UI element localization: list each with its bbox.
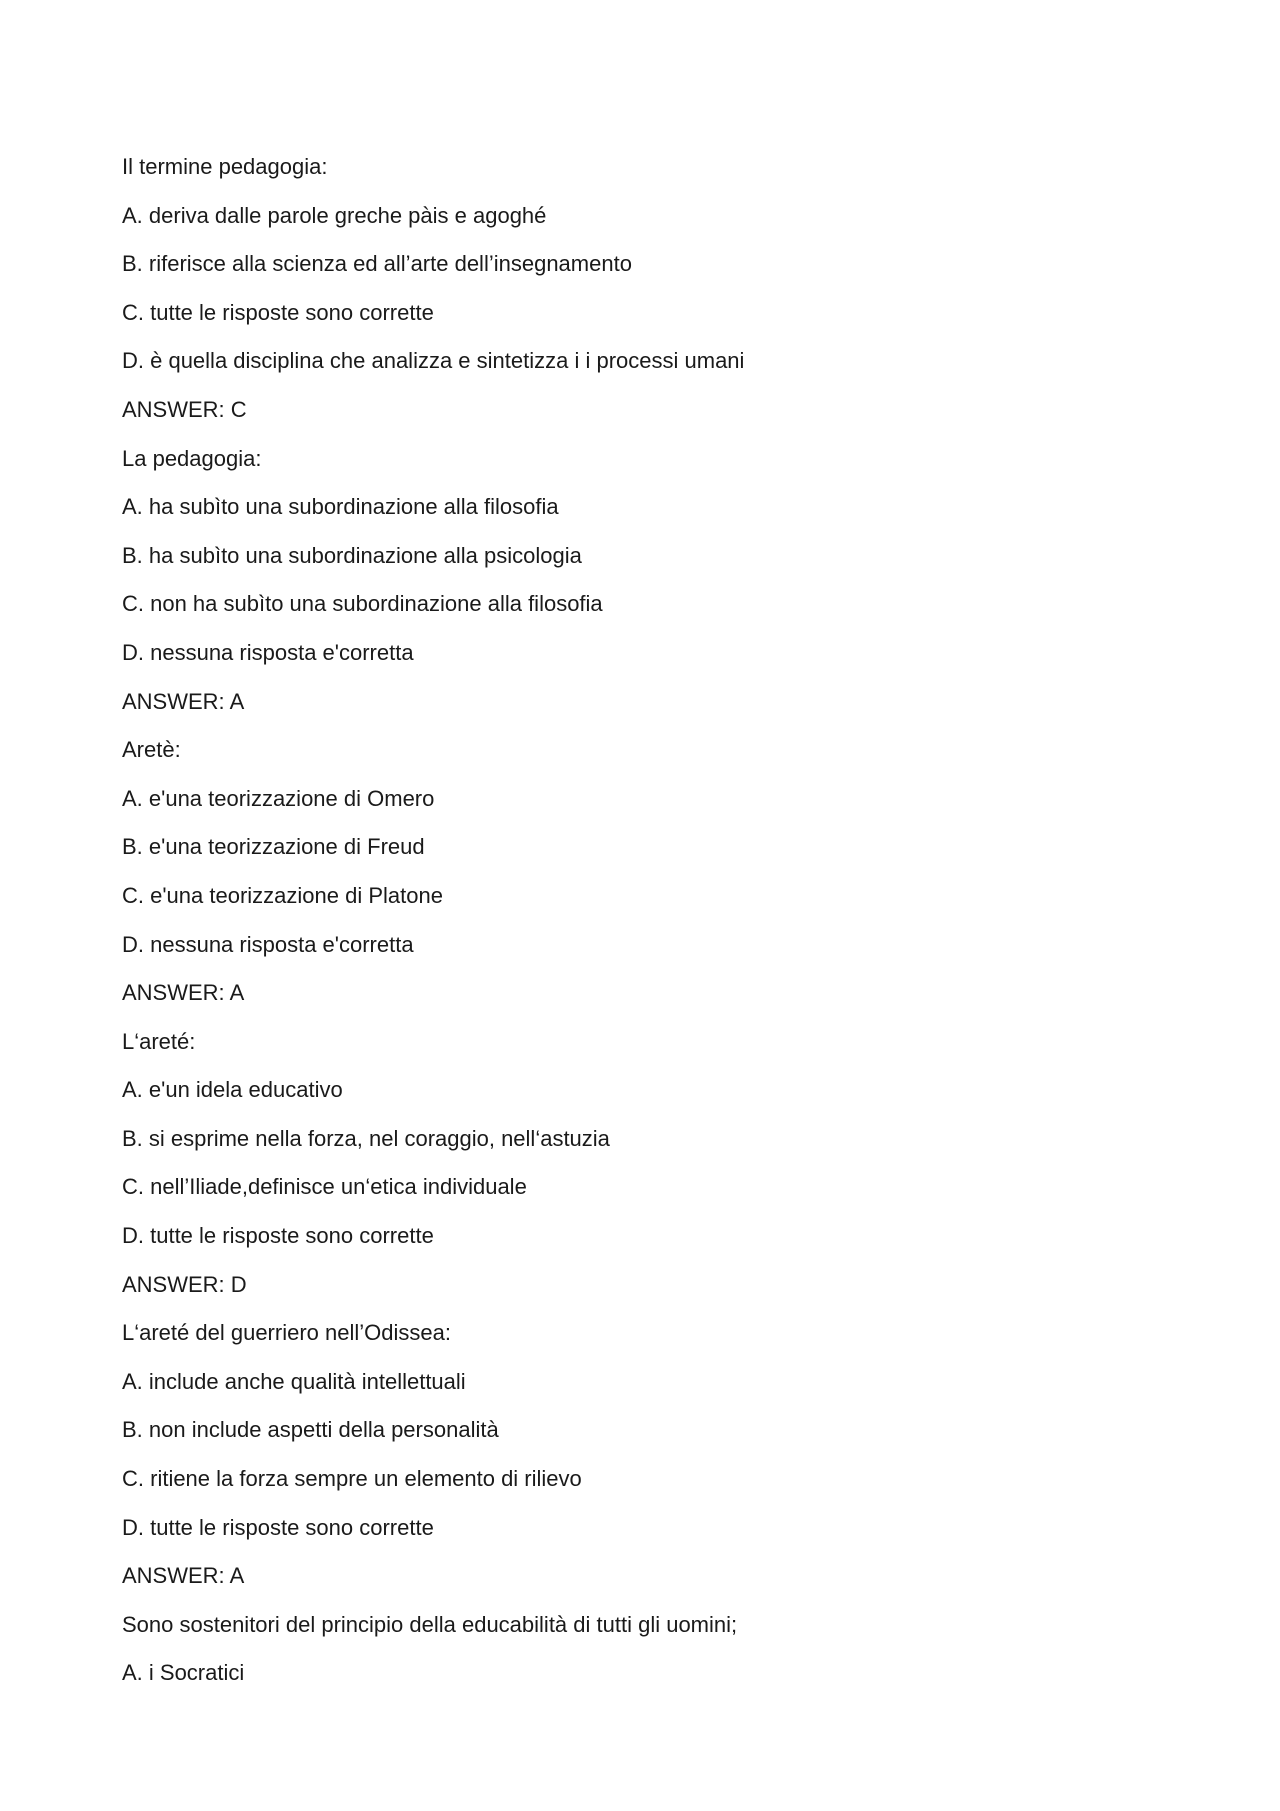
question-4-answer: ANSWER: D (122, 1271, 247, 1297)
question-1-answer: ANSWER: C (122, 396, 247, 422)
question-1-text: Il termine pedagogia: (122, 154, 328, 179)
question-2-text: La pedagogia: (122, 445, 262, 471)
question-5-option-d: D. tutte le risposte sono corrette (122, 1514, 434, 1540)
question-1-option-a: A. deriva dalle parole greche pàis e agoghé (122, 202, 547, 228)
question-1-option-d: D. è quella disciplina che analizza e sintetizza i i processi umani (122, 348, 745, 374)
question-5-option-c: C. ritiene la forza sempre un elemento di rilievo (122, 1466, 582, 1492)
question-3-option-b: B. e'una teorizzazione di Freud (122, 834, 425, 860)
question-3-answer: ANSWER: A (122, 980, 245, 1006)
question-5-answer: ANSWER: A (122, 1563, 245, 1589)
question-3-option-d: D. nessuna risposta e'corretta (122, 931, 414, 957)
question-5-text: L‘areté del guerriero nell’Odissea: (122, 1320, 451, 1346)
question-2-answer: ANSWER: A (122, 688, 245, 714)
question-6-option-a: A. i Socratici (122, 1660, 245, 1686)
question-2-option-b: B. ha subìto una subordinazione alla psicologia (122, 542, 582, 568)
question-3-option-c: C. e'una teorizzazione di Platone (122, 882, 443, 908)
question-5-option-b: B. non include aspetti della personalità (122, 1417, 499, 1443)
question-4-option-a: A. e'un idela educativo (122, 1077, 343, 1103)
document-body (122, 153, 1172, 1708)
question-4-text: L‘areté: (122, 1028, 196, 1054)
question-2-option-c: C. non ha subìto una subordinazione alla filosofia (122, 591, 603, 617)
question-2-option-d: D. nessuna risposta e'corretta (122, 639, 414, 665)
question-1-option-b: B. riferisce alla scienza ed all’arte dell’insegnamento (122, 251, 632, 277)
question-5-option-a: A. include anche qualità intellettuali (122, 1368, 466, 1394)
question-4-option-c: C. nell’Iliade,definisce un‘etica individuale (122, 1174, 527, 1200)
question-3-option-a: A. e'una teorizzazione di Omero (122, 785, 435, 811)
question-3-text: Aretè: (122, 737, 181, 763)
question-2-option-a: A. ha subìto una subordinazione alla filosofia (122, 494, 559, 520)
question-4-option-b: B. si esprime nella forza, nel coraggio, nell‘astuzia (122, 1125, 610, 1151)
question-6-text: Sono sostenitori del principio della educabilità di tutti gli uomini; (122, 1611, 738, 1637)
question-4-option-d: D. tutte le risposte sono corrette (122, 1223, 434, 1249)
question-1-option-c: C. tutte le risposte sono corrette (122, 299, 434, 325)
